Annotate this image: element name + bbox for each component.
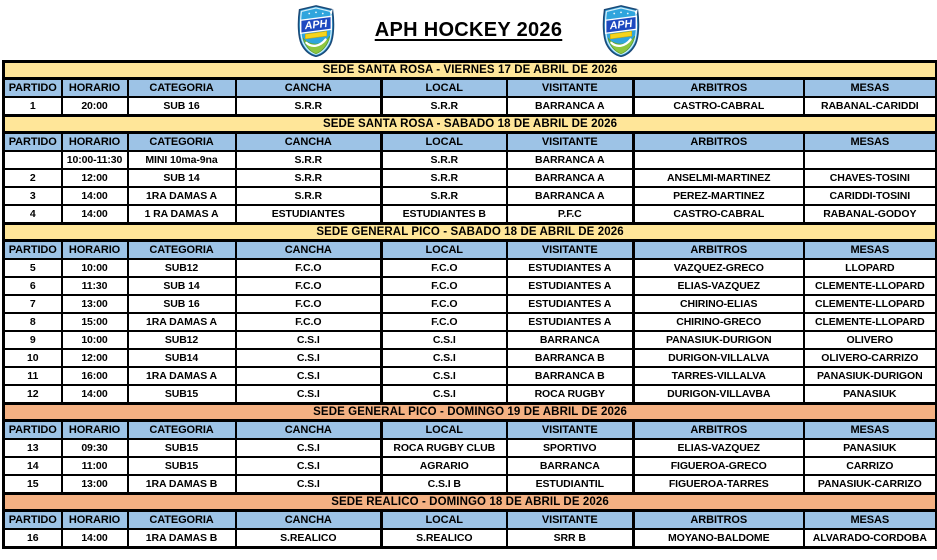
cell-cancha: C.S.I bbox=[236, 385, 382, 404]
cell-categoria: SUB 14 bbox=[128, 277, 236, 295]
cell-partido: 6 bbox=[4, 277, 62, 295]
column-header-visitante: VISITANTE bbox=[507, 79, 634, 98]
cell-partido: 3 bbox=[4, 187, 62, 205]
column-header-row bbox=[4, 241, 937, 260]
cell-categoria: 1RA DAMAS B bbox=[128, 475, 236, 494]
cell-categoria: SUB12 bbox=[128, 259, 236, 277]
cell-local: F.C.O bbox=[382, 259, 507, 277]
cell-partido: 2 bbox=[4, 169, 62, 187]
cell-local: C.S.I bbox=[382, 385, 507, 404]
match-row bbox=[4, 313, 937, 331]
cell-partido: 14 bbox=[4, 457, 62, 475]
column-header-cancha: CANCHA bbox=[236, 511, 382, 530]
cell-visitante: BARRANCA B bbox=[507, 367, 634, 385]
cell-mesas: CARIDDI-TOSINI bbox=[804, 187, 937, 205]
column-header-partido: PARTIDO bbox=[4, 133, 62, 152]
column-header-arbitros: ARBITROS bbox=[634, 241, 804, 260]
section-title: SEDE SANTA ROSA - VIERNES 17 DE ABRIL DE 2026 bbox=[4, 62, 937, 79]
cell-arbitros: CHIRINO-GRECO bbox=[634, 313, 804, 331]
cell-horario: 10:00 bbox=[62, 331, 128, 349]
column-header-categoria: CATEGORIA bbox=[128, 79, 236, 98]
cell-arbitros: ANSELMI-MARTINEZ bbox=[634, 169, 804, 187]
match-row bbox=[4, 187, 937, 205]
cell-cancha: S.REALICO bbox=[236, 529, 382, 548]
column-header-arbitros: ARBITROS bbox=[634, 421, 804, 440]
cell-partido: 15 bbox=[4, 475, 62, 494]
cell-visitante: BARRANCA B bbox=[507, 349, 634, 367]
cell-categoria: 1RA DAMAS A bbox=[128, 367, 236, 385]
match-row bbox=[4, 277, 937, 295]
cell-cancha: S.R.R bbox=[236, 97, 382, 116]
cell-mesas: CARRIZO bbox=[804, 457, 937, 475]
section-band bbox=[4, 116, 937, 133]
cell-mesas: PANASIUK bbox=[804, 385, 937, 404]
cell-horario: 16:00 bbox=[62, 367, 128, 385]
page-title: APH HOCKEY 2026 bbox=[374, 18, 563, 41]
column-header-horario: HORARIO bbox=[62, 511, 128, 530]
cell-horario: 13:00 bbox=[62, 475, 128, 494]
cell-categoria: 1RA DAMAS A bbox=[128, 187, 236, 205]
cell-cancha: F.C.O bbox=[236, 277, 382, 295]
cell-cancha: C.S.I bbox=[236, 439, 382, 457]
cell-partido: 4 bbox=[4, 205, 62, 224]
cell-cancha: C.S.I bbox=[236, 367, 382, 385]
cell-local: S.R.R bbox=[382, 169, 507, 187]
cell-mesas: ALVARADO-CORDOBA bbox=[804, 529, 937, 548]
column-header-row bbox=[4, 421, 937, 440]
match-row bbox=[4, 169, 937, 187]
cell-categoria: MINI 10ma-9na bbox=[128, 151, 236, 169]
column-header-cancha: CANCHA bbox=[236, 79, 382, 98]
column-header-arbitros: ARBITROS bbox=[634, 511, 804, 530]
column-header-cancha: CANCHA bbox=[236, 421, 382, 440]
cell-arbitros: DURIGON-VILLAVBA bbox=[634, 385, 804, 404]
cell-cancha: F.C.O bbox=[236, 295, 382, 313]
column-header-categoria: CATEGORIA bbox=[128, 241, 236, 260]
column-header-cancha: CANCHA bbox=[236, 133, 382, 152]
column-header-mesas: MESAS bbox=[804, 241, 937, 260]
cell-categoria: 1 RA DAMAS A bbox=[128, 205, 236, 224]
match-row bbox=[4, 367, 937, 385]
cell-mesas: CLEMENTE-LLOPARD bbox=[804, 295, 937, 313]
cell-cancha: S.R.R bbox=[236, 169, 382, 187]
cell-arbitros: FIGUEROA-GRECO bbox=[634, 457, 804, 475]
cell-visitante: ESTUDIANTIL bbox=[507, 475, 634, 494]
section-title: SEDE GENERAL PICO - DOMINGO 19 DE ABRIL DE 2026 bbox=[4, 404, 937, 421]
cell-partido: 1 bbox=[4, 97, 62, 116]
column-header-categoria: CATEGORIA bbox=[128, 511, 236, 530]
cell-horario: 11:30 bbox=[62, 277, 128, 295]
column-header-mesas: MESAS bbox=[804, 79, 937, 98]
cell-partido: 13 bbox=[4, 439, 62, 457]
cell-mesas: LLOPARD bbox=[804, 259, 937, 277]
column-header-partido: PARTIDO bbox=[4, 421, 62, 440]
cell-partido bbox=[4, 151, 62, 169]
section-band bbox=[4, 224, 937, 241]
section-title: SEDE GENERAL PICO - SABADO 18 DE ABRIL DE 2026 bbox=[4, 224, 937, 241]
column-header-arbitros: ARBITROS bbox=[634, 79, 804, 98]
cell-categoria: SUB15 bbox=[128, 457, 236, 475]
cell-mesas bbox=[804, 151, 937, 169]
section-title: SEDE REALICO - DOMINGO 18 DE ABRIL DE 2026 bbox=[4, 494, 937, 511]
cell-local: AGRARIO bbox=[382, 457, 507, 475]
cell-local: C.S.I bbox=[382, 331, 507, 349]
column-header-local: LOCAL bbox=[382, 421, 507, 440]
cell-arbitros: CASTRO-CABRAL bbox=[634, 97, 804, 116]
cell-visitante: BARRANCA A bbox=[507, 151, 634, 169]
cell-partido: 12 bbox=[4, 385, 62, 404]
cell-mesas: PANASIUK-CARRIZO bbox=[804, 475, 937, 494]
column-header-visitante: VISITANTE bbox=[507, 421, 634, 440]
cell-mesas: CLEMENTE-LLOPARD bbox=[804, 313, 937, 331]
cell-visitante: ESTUDIANTES A bbox=[507, 277, 634, 295]
match-row bbox=[4, 529, 937, 548]
cell-cancha: C.S.I bbox=[236, 349, 382, 367]
cell-categoria: SUB 16 bbox=[128, 97, 236, 116]
column-header-local: LOCAL bbox=[382, 79, 507, 98]
match-row bbox=[4, 439, 937, 457]
aph-logo-text: APH bbox=[303, 17, 328, 33]
column-header-categoria: CATEGORIA bbox=[128, 421, 236, 440]
cell-visitante: BARRANCA A bbox=[507, 187, 634, 205]
cell-visitante: ESTUDIANTES A bbox=[507, 295, 634, 313]
cell-arbitros: VAZQUEZ-GRECO bbox=[634, 259, 804, 277]
column-header-horario: HORARIO bbox=[62, 421, 128, 440]
cell-horario: 11:00 bbox=[62, 457, 128, 475]
cell-arbitros: PANASIUK-DURIGON bbox=[634, 331, 804, 349]
section-band bbox=[4, 62, 937, 79]
column-header-visitante: VISITANTE bbox=[507, 133, 634, 152]
cell-local: S.R.R bbox=[382, 97, 507, 116]
column-header-partido: PARTIDO bbox=[4, 511, 62, 530]
column-header-partido: PARTIDO bbox=[4, 241, 62, 260]
cell-horario: 13:00 bbox=[62, 295, 128, 313]
cell-cancha: S.R.R bbox=[236, 151, 382, 169]
page-header bbox=[0, 0, 937, 60]
cell-arbitros: FIGUEROA-TARRES bbox=[634, 475, 804, 494]
cell-mesas: PANASIUK bbox=[804, 439, 937, 457]
match-row bbox=[4, 97, 937, 116]
cell-visitante: BARRANCA bbox=[507, 331, 634, 349]
cell-horario: 12:00 bbox=[62, 349, 128, 367]
cell-mesas: OLIVERO-CARRIZO bbox=[804, 349, 937, 367]
column-header-categoria: CATEGORIA bbox=[128, 133, 236, 152]
cell-cancha: F.C.O bbox=[236, 259, 382, 277]
cell-arbitros: CHIRINO-ELIAS bbox=[634, 295, 804, 313]
cell-categoria: SUB14 bbox=[128, 349, 236, 367]
section-title: SEDE SANTA ROSA - SABADO 18 DE ABRIL DE 2026 bbox=[4, 116, 937, 133]
cell-horario: 20:00 bbox=[62, 97, 128, 116]
column-header-mesas: MESAS bbox=[804, 421, 937, 440]
cell-local: ROCA RUGBY CLUB bbox=[382, 439, 507, 457]
schedule-table bbox=[2, 60, 937, 549]
cell-arbitros: PEREZ-MARTINEZ bbox=[634, 187, 804, 205]
cell-cancha: C.S.I bbox=[236, 457, 382, 475]
match-row bbox=[4, 259, 937, 277]
cell-local: S.R.R bbox=[382, 187, 507, 205]
cell-horario: 12:00 bbox=[62, 169, 128, 187]
column-header-local: LOCAL bbox=[382, 133, 507, 152]
column-header-mesas: MESAS bbox=[804, 511, 937, 530]
cell-horario: 14:00 bbox=[62, 187, 128, 205]
cell-cancha: C.S.I bbox=[236, 331, 382, 349]
cell-mesas: OLIVERO bbox=[804, 331, 937, 349]
column-header-horario: HORARIO bbox=[62, 79, 128, 98]
cell-categoria: SUB 14 bbox=[128, 169, 236, 187]
cell-partido: 7 bbox=[4, 295, 62, 313]
match-row bbox=[4, 205, 937, 224]
cell-partido: 8 bbox=[4, 313, 62, 331]
column-header-mesas: MESAS bbox=[804, 133, 937, 152]
cell-horario: 10:00-11:30 bbox=[62, 151, 128, 169]
match-row bbox=[4, 295, 937, 313]
cell-arbitros bbox=[634, 151, 804, 169]
cell-categoria: SUB12 bbox=[128, 331, 236, 349]
cell-visitante: ESTUDIANTES A bbox=[507, 259, 634, 277]
column-header-arbitros: ARBITROS bbox=[634, 133, 804, 152]
aph-logo-text: APH bbox=[609, 17, 634, 33]
cell-arbitros: MOYANO-BALDOME bbox=[634, 529, 804, 548]
match-row bbox=[4, 349, 937, 367]
column-header-visitante: VISITANTE bbox=[507, 511, 634, 530]
column-header-cancha: CANCHA bbox=[236, 241, 382, 260]
cell-visitante: ESTUDIANTES A bbox=[507, 313, 634, 331]
cell-local: C.S.I bbox=[382, 367, 507, 385]
cell-mesas: RABANAL-CARIDDI bbox=[804, 97, 937, 116]
cell-local: F.C.O bbox=[382, 295, 507, 313]
match-row bbox=[4, 151, 937, 169]
cell-visitante: P.F.C bbox=[507, 205, 634, 224]
cell-local: F.C.O bbox=[382, 313, 507, 331]
cell-categoria: SUB15 bbox=[128, 385, 236, 404]
column-header-local: LOCAL bbox=[382, 241, 507, 260]
cell-visitante: SRR B bbox=[507, 529, 634, 548]
cell-partido: 5 bbox=[4, 259, 62, 277]
cell-mesas: PANASIUK-DURIGON bbox=[804, 367, 937, 385]
cell-partido: 11 bbox=[4, 367, 62, 385]
cell-partido: 9 bbox=[4, 331, 62, 349]
cell-horario: 15:00 bbox=[62, 313, 128, 331]
cell-local: C.S.I B bbox=[382, 475, 507, 494]
column-header-row bbox=[4, 133, 937, 152]
column-header-row bbox=[4, 79, 937, 98]
section-band bbox=[4, 404, 937, 421]
cell-local: ESTUDIANTES B bbox=[382, 205, 507, 224]
match-row bbox=[4, 457, 937, 475]
column-header-local: LOCAL bbox=[382, 511, 507, 530]
column-header-partido: PARTIDO bbox=[4, 79, 62, 98]
cell-local: F.C.O bbox=[382, 277, 507, 295]
cell-categoria: SUB 16 bbox=[128, 295, 236, 313]
cell-visitante: SPORTIVO bbox=[507, 439, 634, 457]
column-header-visitante: VISITANTE bbox=[507, 241, 634, 260]
cell-mesas: CLEMENTE-LLOPARD bbox=[804, 277, 937, 295]
cell-cancha: F.C.O bbox=[236, 313, 382, 331]
cell-horario: 14:00 bbox=[62, 385, 128, 404]
column-header-horario: HORARIO bbox=[62, 133, 128, 152]
cell-mesas: CHAVES-TOSINI bbox=[804, 169, 937, 187]
cell-local: S.REALICO bbox=[382, 529, 507, 548]
cell-categoria: 1RA DAMAS A bbox=[128, 313, 236, 331]
cell-partido: 16 bbox=[4, 529, 62, 548]
column-header-row bbox=[4, 511, 937, 530]
cell-visitante: ROCA RUGBY bbox=[507, 385, 634, 404]
cell-arbitros: ELIAS-VAZQUEZ bbox=[634, 439, 804, 457]
cell-cancha: S.R.R bbox=[236, 187, 382, 205]
cell-partido: 10 bbox=[4, 349, 62, 367]
cell-horario: 14:00 bbox=[62, 205, 128, 224]
cell-visitante: BARRANCA A bbox=[507, 97, 634, 116]
cell-visitante: BARRANCA bbox=[507, 457, 634, 475]
cell-local: S.R.R bbox=[382, 151, 507, 169]
cell-visitante: BARRANCA A bbox=[507, 169, 634, 187]
cell-categoria: SUB15 bbox=[128, 439, 236, 457]
cell-local: C.S.I bbox=[382, 349, 507, 367]
aph-logo-right bbox=[598, 5, 644, 57]
cell-horario: 09:30 bbox=[62, 439, 128, 457]
cell-arbitros: ELIAS-VAZQUEZ bbox=[634, 277, 804, 295]
cell-arbitros: CASTRO-CABRAL bbox=[634, 205, 804, 224]
section-band bbox=[4, 494, 937, 511]
cell-mesas: RABANAL-GODOY bbox=[804, 205, 937, 224]
aph-logo-left bbox=[293, 5, 339, 57]
cell-horario: 14:00 bbox=[62, 529, 128, 548]
cell-cancha: C.S.I bbox=[236, 475, 382, 494]
cell-categoria: 1RA DAMAS B bbox=[128, 529, 236, 548]
column-header-horario: HORARIO bbox=[62, 241, 128, 260]
cell-cancha: ESTUDIANTES bbox=[236, 205, 382, 224]
cell-horario: 10:00 bbox=[62, 259, 128, 277]
match-row bbox=[4, 331, 937, 349]
match-row bbox=[4, 385, 937, 404]
match-row bbox=[4, 475, 937, 494]
cell-arbitros: TARRES-VILLALVA bbox=[634, 367, 804, 385]
cell-arbitros: DURIGON-VILLALVA bbox=[634, 349, 804, 367]
